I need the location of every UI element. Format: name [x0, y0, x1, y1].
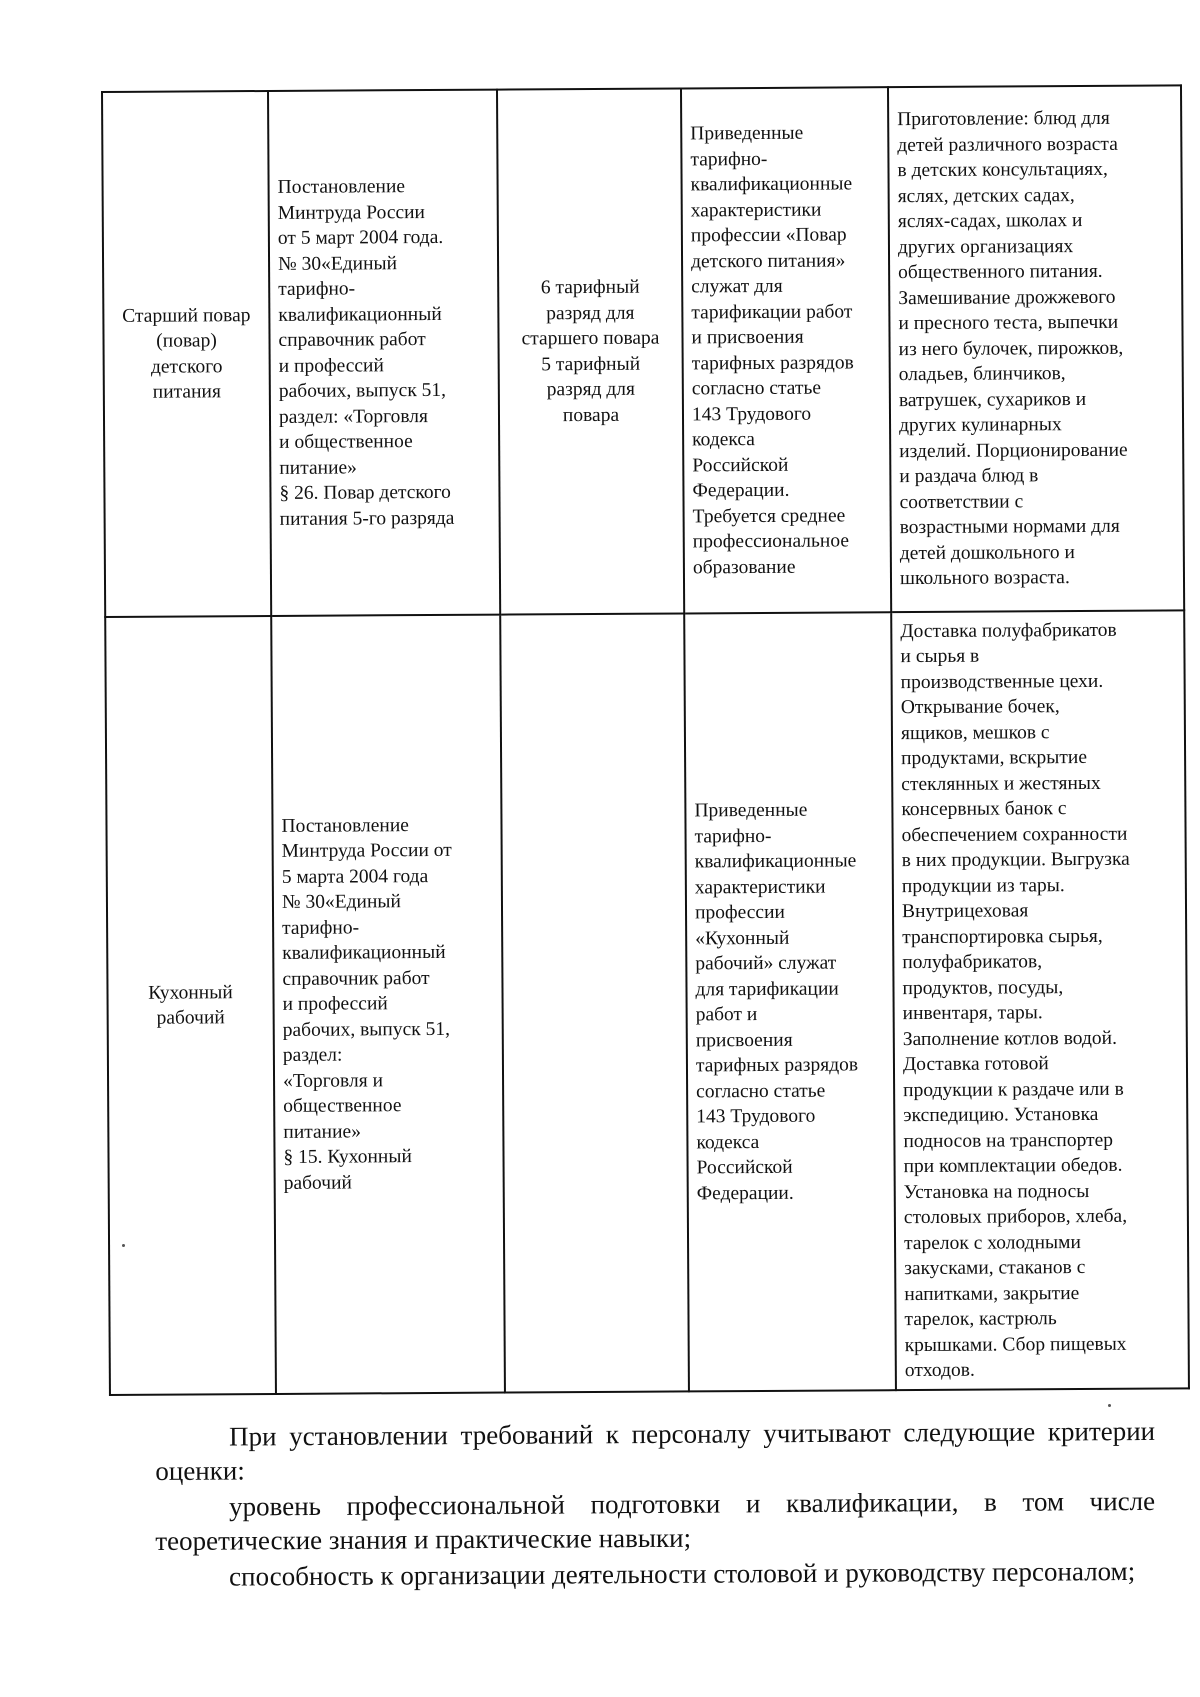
table-row — [102, 85, 1184, 617]
qualification-table — [101, 84, 1190, 1396]
table-row — [105, 610, 1189, 1395]
regulation-cell: Постановление Минтруда России от 5 март 2004 года. № 30«Единый тарифно- квалификационный справочник работ и профессий рабочих, выпуск 51, раздел: «Торговля и общественное питание» § 26. Повар детского питания 5-го разряда — [268, 90, 500, 616]
regulation-cell: Постановление Минтруда России от 5 марта 2004 года № 30«Единый тарифно- квалификационный справочник работ и профессий рабочих, выпуск 51, раздел: «Торговля и общественное питание» § 15. Кухонный рабочий — [271, 615, 505, 1394]
position-cell: Старший повар (повар) детского питания — [102, 91, 271, 617]
position-cell: Кухонный рабочий — [105, 616, 276, 1395]
criteria-item-paragraph: способность к организации деятельности столовой и руководству персоналом; — [229, 1556, 1136, 1592]
scan-speck — [122, 1244, 125, 1247]
grade-cell: 6 тарифный разряд для старшего повара 5 тарифный разряд для повара — [497, 88, 684, 614]
scan-speck — [1108, 1404, 1111, 1407]
duties-cell: Приготовление: блюд для детей различного возраста в детских консультациях, яслях, детских садах, яслях-садах, школах и других организациях общественного питания. Замешивание дрожжевого и пресного теста, выпечки из него булочек, пирожков, оладьев, блинчиков, ватрушек, сухариков и других кулинарных изделий. Порционирование и раздача блюд в соответствии с возрастными нормами для детей дошкольного и школьного возраста. — [888, 85, 1184, 612]
note-cell: Приведенные тарифно- квалификационные характеристики профессии «Кухонный рабочий» служат для тарификации работ и присвоения тарифных разрядов согласно статье 143 Трудового кодекса Российской Федерации. — [684, 612, 896, 1391]
criteria-intro-paragraph: При установлении требований к персоналу учитывают следующие критерии оценки: — [155, 1415, 1156, 1486]
criteria-item-paragraph: уровень профессиональной подготовки и квалификации, в том числе теоретические знания и практические навыки; — [155, 1485, 1156, 1556]
duties-cell: Доставка полуфабрикатов и сырья в производственные цехи. Открывание бочек, ящиков, мешков с продуктами, вскрытие стеклянных и жестяных консервных банок с обеспечением сохранности в них продукции. Выгрузка продукции из тары. Внутрицеховая транспортировка сырья, полуфабрикатов, продуктов, посуды, инвентаря, тары. Заполнение котлов водой. Доставка готовой продукции к раздаче или в экспедицию. Установка подносов на транспортер при комплектации обедов. Установка на подносы столовых приборов, хлеба, тарелок с холодными закусками, стаканов с напитками, закрытие тарелок, кастрюль крышками. Сбор пищевых отходов. — [891, 610, 1189, 1390]
grade-cell — [500, 613, 689, 1392]
note-cell: Приведенные тарифно- квалификационные характеристики профессии «Повар детского питания» служат для тарификации работ и присвоения тарифных разрядов согласно статье 143 Трудового кодекса Российской Федерации. Требуется среднее профессиональное образование — [681, 87, 891, 613]
